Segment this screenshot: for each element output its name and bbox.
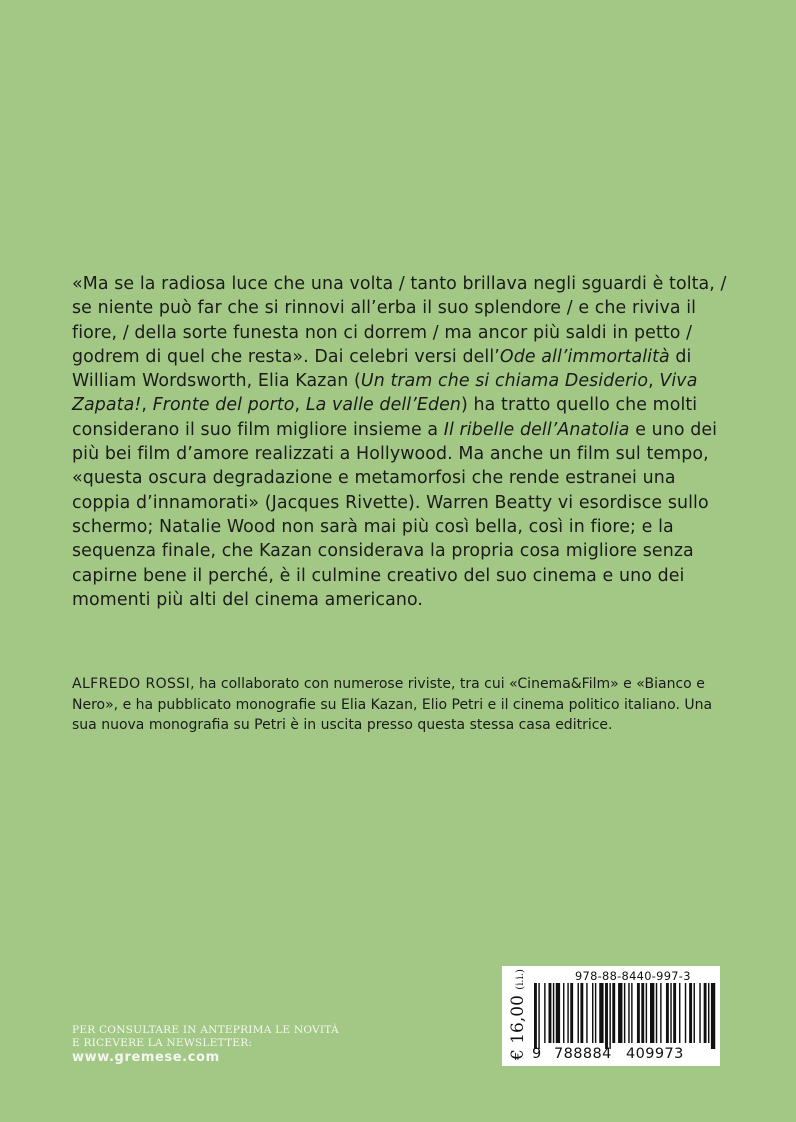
barcode-bar [666,983,669,1043]
film-title-2: Viva Zapata! [72,371,698,416]
ode-title: Ode all’immortalità [499,346,670,367]
barcode-bar [544,983,545,1043]
barcode-digits-left: 788884 [554,1046,612,1062]
author-bio-text: , ha collaborato con numerose riviste, tra cui «Cinema&Film» e «Bianco e Nero», e ha pubblicato monografie su Elia Kazan, Elio Petri e il cinema politico italiano. Una sua nuova monografia su Petri è in uscita presso questa stessa casa editrice. [72,676,713,734]
blurb-text-1: «Ma se la radiosa luce che una volta / tanto brillava negli sguardi è tolta, / se niente può far che si rinnovi all’erba il suo splendore / e che riviva il fiore, / della sorte funesta non ci dorrem / ma ancor più saldi in petto / godrem di quel che resta». Dai celebri versi dell’ [72,274,727,367]
barcode-bar [570,983,573,1043]
barcode-bar [689,983,692,1043]
barcode-bar [670,983,671,1043]
barcode-bar [618,983,622,1043]
film-title-1: Un tram che si chiama Desiderio [360,371,649,392]
barcode-bar [612,983,615,1043]
barcode-bar [711,983,715,1049]
barcode-bar [641,983,644,1043]
barcode-bar [609,983,610,1049]
barcode-bar [538,983,539,1049]
publisher-url[interactable]: www.gremese.com [72,1050,220,1066]
author-bio [72,674,732,736]
separator: , [141,395,153,416]
newsletter-line-2: E RICEVERE LA NEWSLETTER: [72,1036,253,1049]
barcode-bar [685,983,686,1043]
barcode-bar [637,983,640,1043]
price-label [508,969,528,1060]
barcode-bars [532,983,718,1049]
barcode-bar [595,983,596,1043]
film-title-3: Fronte del porto [152,395,295,416]
newsletter-line-1: PER CONSULTARE IN ANTEPRIMA LE NOVITÀ [72,1024,339,1036]
barcode-bar [592,983,593,1043]
barcode-bar [660,983,661,1043]
barcode-bar [708,983,709,1043]
barcode-bar [624,983,625,1043]
back-cover-blurb [72,272,732,612]
barcode-bar [556,983,560,1043]
barcode-bar [553,983,554,1043]
barcode-bar [605,983,608,1049]
barcode-digit-lead: 9 [532,1046,542,1062]
barcode-bar [650,983,654,1043]
barcode-bar [704,983,707,1043]
barcode-bar [580,983,583,1043]
barcode-bar [549,983,552,1043]
barcode-bar [563,983,564,1043]
blurb-text-3: ) ha tratto quello che molti considerano il suo film migliore insieme a [72,395,698,440]
barcode-bar [586,983,587,1043]
isbn-number: 978-88-8440-997-3 [575,969,691,983]
barcode-bar [578,983,579,1043]
blurb-text-2: di William Wordsworth, Elia Kazan ( [72,346,692,392]
barcode-bar [679,983,680,1043]
barcode-bar [631,983,632,1043]
barcode-bar [699,983,700,1043]
film-title-5: Il ribelle dell’Anatolia [443,419,630,440]
barcode-bar [567,983,568,1043]
barcode-bar [694,983,695,1043]
barcode-bar [628,983,629,1043]
film-title-4: La valle dell’Eden [305,395,462,416]
price-value: € 16,00 [508,995,528,1060]
separator: , [648,371,660,392]
author-name: ALFREDO ROSSI [72,676,191,692]
barcode-bar [673,983,676,1043]
price-note: (i.i.) [515,969,526,990]
separator: , [294,395,306,416]
barcode-bar [656,983,657,1043]
blurb-text-4: e uno dei più bei film d’amore realizzati a Hollywood. Ma anche un film sul tempo, «questa oscura degradazione e metamorfosi che rende estranei una coppia d’innamorati» (Jacques Rivette). Warren Beatty vi esordisce sullo schermo; Natalie Wood non sarà mai più così bella, così in fiore; e la sequenza finale, che Kazan considerava la propria cosa migliore senza capirne bene il perché, è il culmine creativo del suo cinema e uno dei momenti più alti del cinema americano. [72,419,718,610]
barcode-bar [599,983,603,1043]
barcode-digits-right: 409973 [626,1046,684,1062]
newsletter-notice [72,1024,372,1065]
barcode-bar [646,983,647,1043]
isbn-barcode-box [502,966,720,1066]
barcode-bar [534,983,537,1049]
